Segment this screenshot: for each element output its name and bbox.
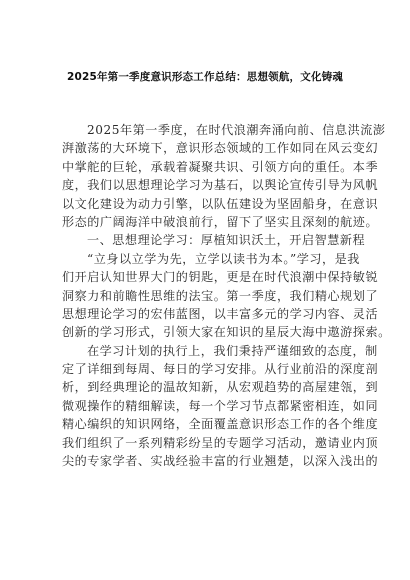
body-text-line: 尖的专家学者、实战经验丰富的行业翘楚，以深入浅出的	[62, 454, 379, 469]
body-text-line: 析，到经典理论的温故知新，从宏观趋势的高屋建瓴，到	[62, 380, 379, 395]
document-title: 2025年第一季度意识形态工作总结：思想领航，文化铸魂	[66, 71, 344, 83]
body-text-line: 思想理论学习的宏伟蓝图，以丰富多元的学习内容、灵活	[62, 306, 379, 321]
body-text-line: “立身以立学为先，立学以读书为本。”学习，是我	[87, 251, 360, 266]
body-text-line: 创新的学习形式，引领大家在知识的星辰大海中遨游探索。	[62, 325, 391, 340]
document-body	[62, 121, 391, 470]
body-text-line: 微观操作的精细解读，每一个学习节点都紧密相连，如同	[62, 398, 379, 413]
body-text-line: 一、思想理论学习：厚植知识沃土，开启智慧新程	[87, 233, 366, 248]
body-text-line: 在学习计划的执行上，我们秉持严谨细致的态度，制	[87, 343, 378, 358]
body-text-line: 以文化建设为动力引擎，以队伍建设为坚固船身，在意识	[62, 196, 379, 211]
body-text-line: 洞察力和前瞻性思维的法宝。第一季度，我们精心规划了	[62, 288, 379, 303]
body-text-line: 我们组织了一系列精彩纷呈的专题学习活动，邀请业内顶	[62, 435, 379, 450]
body-text-line: 定了详细到每周、每日的学习安排。从行业前沿的深度剖	[62, 362, 379, 377]
body-text-line: 们开启认知世界大门的钥匙，更是在时代浪潮中保持敏锐	[62, 270, 379, 285]
body-text-line: 形态的广阔海洋中破浪前行，留下了坚实且深刻的航迹。	[62, 214, 379, 229]
body-text-line: 度，我们以思想理论学习为基石，以舆论宣传引导为风帆	[62, 178, 379, 193]
body-text-line: 2025年第一季度，在时代浪潮奔涌向前、信息洪流澎	[87, 123, 386, 137]
body-text-line: 中掌舵的巨轮，承载着凝聚共识、引领方向的重任。本季	[62, 159, 379, 174]
body-text-line: 精心编织的知识网络，全面覆盖意识形态工作的各个维度	[62, 417, 379, 432]
body-text-line: 湃激荡的大环境下，意识形态领域的工作如同在风云变幻	[62, 141, 379, 156]
